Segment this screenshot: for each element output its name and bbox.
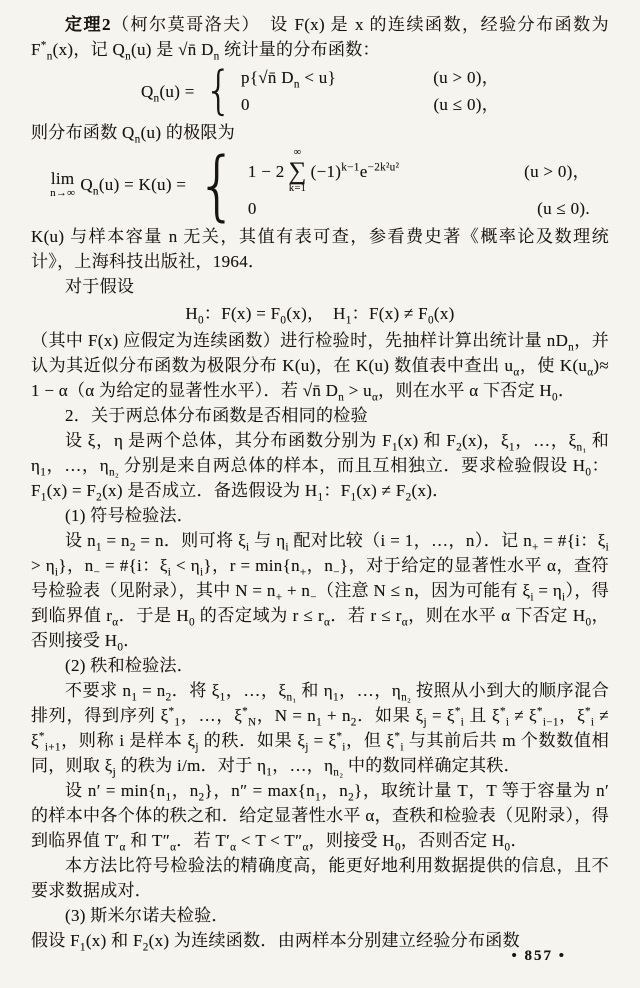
theorem-2-paragraph: 定理2（柯尔莫哥洛夫） 设 F(x) 是 x 的连续函数，经验分布函数为 $F^*_n(x)$，记 $Q_n(u)$ 是 √n̄ $D_n$ 统计量的分布函数： [31,15,609,63]
case-row [241,65,499,90]
limit-subscript: n→∞ [50,186,76,199]
section-2-heading: 2．关于两总体分布函数是否相同的检验 [65,406,368,425]
hypothesis-intro: 对于假设 [65,277,135,296]
smirnov-test-heading: (3) 斯米尔诺夫检验． [65,906,229,925]
case-row [241,92,499,117]
equation-lhs: $Q_n(u)$ = [140,81,195,104]
case-condition: (u ≤ 0)， [433,95,500,114]
case-condition: (u > 0)， [524,161,590,181]
equation-lhs: $Q_n(u) = K(u)$ = [80,175,187,198]
piecewise-cases [241,65,499,117]
hypothesis-equation [31,301,609,326]
method-comparison-paragraph: 本方法比符号检验法的精确度高，能更好地利用数据提供的信息，且不要求数据成对． [31,856,609,900]
rank-test-paragraph: 不要求 $n_1 = n_2$．将 $\xi_1$，…，$\xi_{n_1}$ 和 $\eta_1$，…，$\eta_{n_2}$ 按照从小到大的顺序混合排列，得到序列 $\xi^*_1$，…，$\xi^*_N$，$N = n_1 + n_2$．如果 $\xi_j = \xi^*_i$ 且 $\xi^*_i \ne \xi^*_{i-1}$，$\xi^*_i \ne \xi^*_{i+1}$，则称 i 是样本 $\xi_j$ 的秩．如果 $\xi_j = \xi^*_i$，但 $\xi^*_i$ 与其前后共 m 个数数值相同，则取 $\xi_j$ 的秩为 i/m．对于 $\eta_1$，…，$\eta_{n_2}$ 中的数同样确定其秩． [31,681,610,779]
summation-symbol [289,148,307,194]
series-prefix: 1 − 2 [247,161,285,181]
sigma-glyph: ∑ [288,157,307,185]
sum-upper-limit: ∞ [293,147,302,158]
left-brace: { [196,139,239,229]
case-expression: 0 [241,95,250,114]
hypothesis-expression: $H_0$：$F(x) = F_0(x)$， $H_1$：$F(x) \ne F_0(x)$ [185,304,455,327]
piecewise-cases [248,148,590,221]
case-condition: (u > 0)， [433,68,500,87]
limit-operator [50,170,75,199]
two-population-paragraph: 设 ξ，η 是两个总体，其分布函数分别为 $F_1(x)$ 和 $F_2(x)$，$\xi_1$，…，$\xi_{n_1}$ 和 $\eta_1$，…，$\eta_{n_2}$ 分别是来自两总体的样本，而且互相独立．要求检验假设 $H_0$：$F_1(x) = F_2(x)$ 是否成立．备选假设为 $H_1$：$F_1(x) \ne F_2(x)$． [31,431,610,504]
ku-reference-paragraph: K(u) 与样本容量 n 无关，其值有表可查，参看费史著《概率论及数理统计》，上海科技出版社，1964． [31,227,609,271]
case-row [248,148,590,194]
rank-test-heading: (2) 秩和检验法． [65,656,195,675]
sum-lower-limit: k=1 [288,182,307,194]
case-condition: (u ≤ 0). [537,199,590,218]
sign-test-paragraph: 设 $n_1 = n_2 = n$．则可将 $\xi_i$ 与 $\eta_i$ 配对比较（i = 1，…，n）．记 $n_+$ = #{i：$\xi_i > \eta_i$}，$n_-$ = #{i：$\xi_i < \eta_i$}，$r = \min\{n_+$，$n_-$}，对于给定的显著性水平 α，查符号检验表（见附录），其中 $N = n_+ + n_-$（注意 N ≤ n，因为可能有 $\xi_i = \eta_i$），得到临界值 $r_\alpha$．于是 $H_0$ 的否定域为 $r \le r_\alpha$．若 $r \le r_\alpha$，则在水平 α 下否定 $H_0$，否则接受 $H_0$． [31,531,610,654]
series-term: $(-1)^{k-1}e^{-2k^2u^2}$ [310,160,400,181]
rank-statistic-paragraph: 设 $n' = \min\{n_1$，$n_2$}，$n'' = \max\{n_1$，$n_2$}，取统计量 T，T 等于容量为 n′ 的样本中各个体的秩之和．给定显著性水平 α，查秩和检验表（见附录），得到临界值 $T'_\alpha$ 和 $T''_\alpha$．若 $T'_\alpha < T < T''_\alpha$，则接受 $H_0$，否则否定 $H_0$． [31,781,609,854]
test-procedure-paragraph: （其中 F(x) 应假定为连续函数）进行检验时，先抽样计算出统计量 $nD_n$，并认为其近似分布函数为极限分布 K(u)，在 K(u) 数值表中查出 $u_\alpha$，使 $K(u_\alpha)\approx 1 - \alpha(\alpha$ 为给定的显著性水平）．若 √n̄ $D_n > u_\alpha$，则在水平 α 下否定 $H_0$． [31,331,609,404]
limit-intro-text: 则分布函数 $Q_n(u)$ 的极限为 [31,123,236,146]
limit-equation [31,139,609,229]
limit-word: lim [50,169,75,189]
left-brace: { [204,61,233,121]
sign-test-heading: (1) 符号检验法． [65,506,195,525]
qn-distribution-equation [31,61,609,121]
smirnov-test-paragraph: 假设 $F_1(x)$ 和 $F_2(x)$ 为连续函数．由两样本分别建立经验分布函数 [31,931,520,954]
case-expression: 0 [247,199,257,218]
case-expression: p{√n̄ $D_n < u$} [241,68,337,91]
page-number: • 857 • [511,948,566,964]
case-row [248,196,590,221]
